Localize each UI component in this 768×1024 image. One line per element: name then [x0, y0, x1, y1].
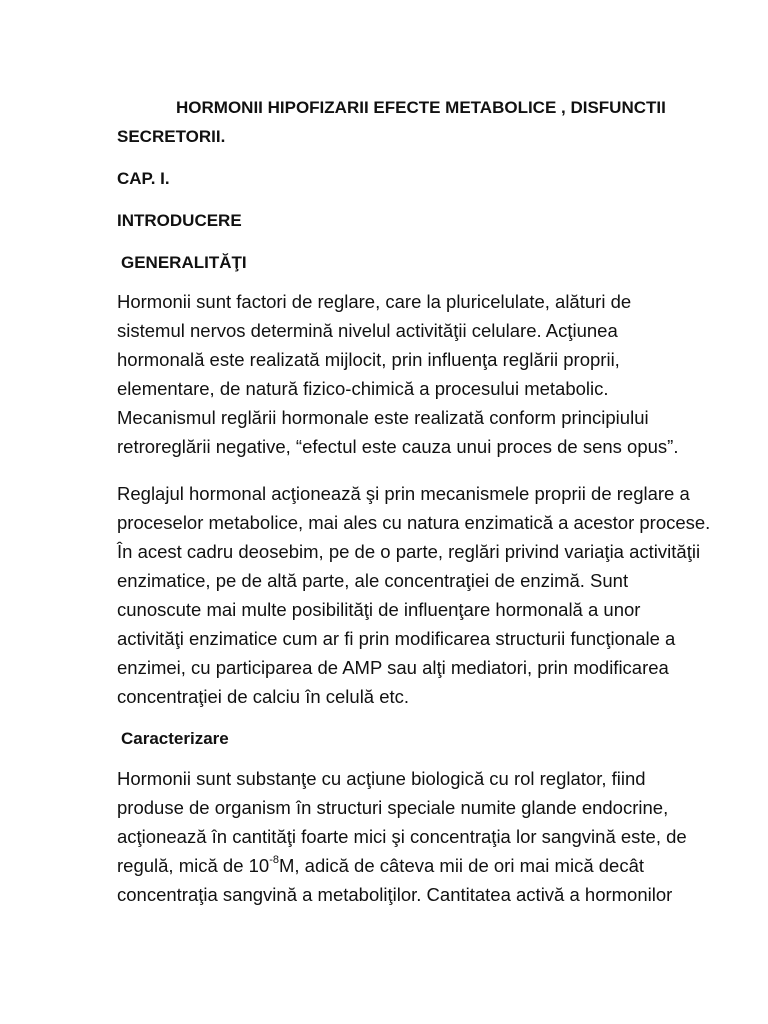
paragraph-1-line: Mecanismul reglării hormonale este realizată conform principiului: [117, 407, 649, 428]
paragraph-2-line: În acest cadru deosebim, pe de o parte, reglări privind variaţia activităţii: [117, 541, 701, 562]
paragraph-2-line: activităţi enzimatice cum ar fi prin modificarea structurii funcţionale a: [117, 628, 676, 649]
paragraph-2-line: enzimatice, pe de altă parte, ale concentraţiei de enzimă. Sunt: [117, 570, 629, 591]
chapter-heading: CAP. I.: [117, 169, 170, 188]
paragraph-2-line: cunoscute mai multe posibilităţi de influenţare hormonală a unor: [117, 599, 641, 620]
line-text-after-exponent: M, adică de câteva mii de ori mai mică decât: [278, 855, 644, 876]
paragraph-1-line: retroreglării negative, “efectul este cauza unui proces de sens opus”.: [117, 436, 679, 457]
paragraph-1-line: sistemul nervos determină nivelul activităţii celulare. Acţiunea: [117, 320, 618, 341]
paragraph-1-line: elementare, de natură fizico-chimică a procesului metabolic.: [117, 378, 609, 399]
subsection-heading-caracterizare: Caracterizare: [121, 729, 229, 748]
subsection-heading-generalitati: GENERALITĂŢI: [121, 253, 247, 272]
paragraph-2-line: enzimei, cu participarea de AMP sau alţi mediatori, prin modificarea: [117, 657, 669, 678]
paragraph-2-line: Reglajul hormonal acţionează şi prin mecanismele proprii de reglare a: [117, 483, 690, 504]
paragraph-2-line: proceselor metabolice, mai ales cu natura enzimatică a acestor procese.: [117, 512, 711, 533]
paragraph-3-line: Hormonii sunt substanţe cu acţiune biologică cu rol reglator, fiind: [117, 768, 646, 789]
paragraph-2-line: concentraţiei de calciu în celulă etc.: [117, 686, 410, 707]
paragraph-1-line: hormonală este realizată mijlocit, prin influenţa reglării proprii,: [117, 349, 620, 370]
paragraph-3-line: produse de organism în structuri speciale numite glande endocrine,: [117, 797, 669, 818]
line-text-before-exponent: regulă, mică de 10: [117, 855, 270, 876]
title-line-1: HORMONII HIPOFIZARII EFECTE METABOLICE , DISFUNCTII: [176, 98, 666, 117]
section-heading: INTRODUCERE: [117, 211, 242, 230]
title-line-2: SECRETORII.: [117, 127, 226, 146]
paragraph-1-line: Hormonii sunt factori de reglare, care la pluricelulate, alături de: [117, 291, 632, 312]
paragraph-3-line: concentraţia sangvină a metaboliţilor. Cantitatea activă a hormonilor: [117, 884, 673, 905]
exponent: -8: [269, 853, 279, 866]
paragraph-3-line-with-exponent: [117, 851, 644, 880]
paragraph-3-line: acţionează în cantităţi foarte mici şi concentraţia lor sangvină este, de: [117, 826, 687, 847]
